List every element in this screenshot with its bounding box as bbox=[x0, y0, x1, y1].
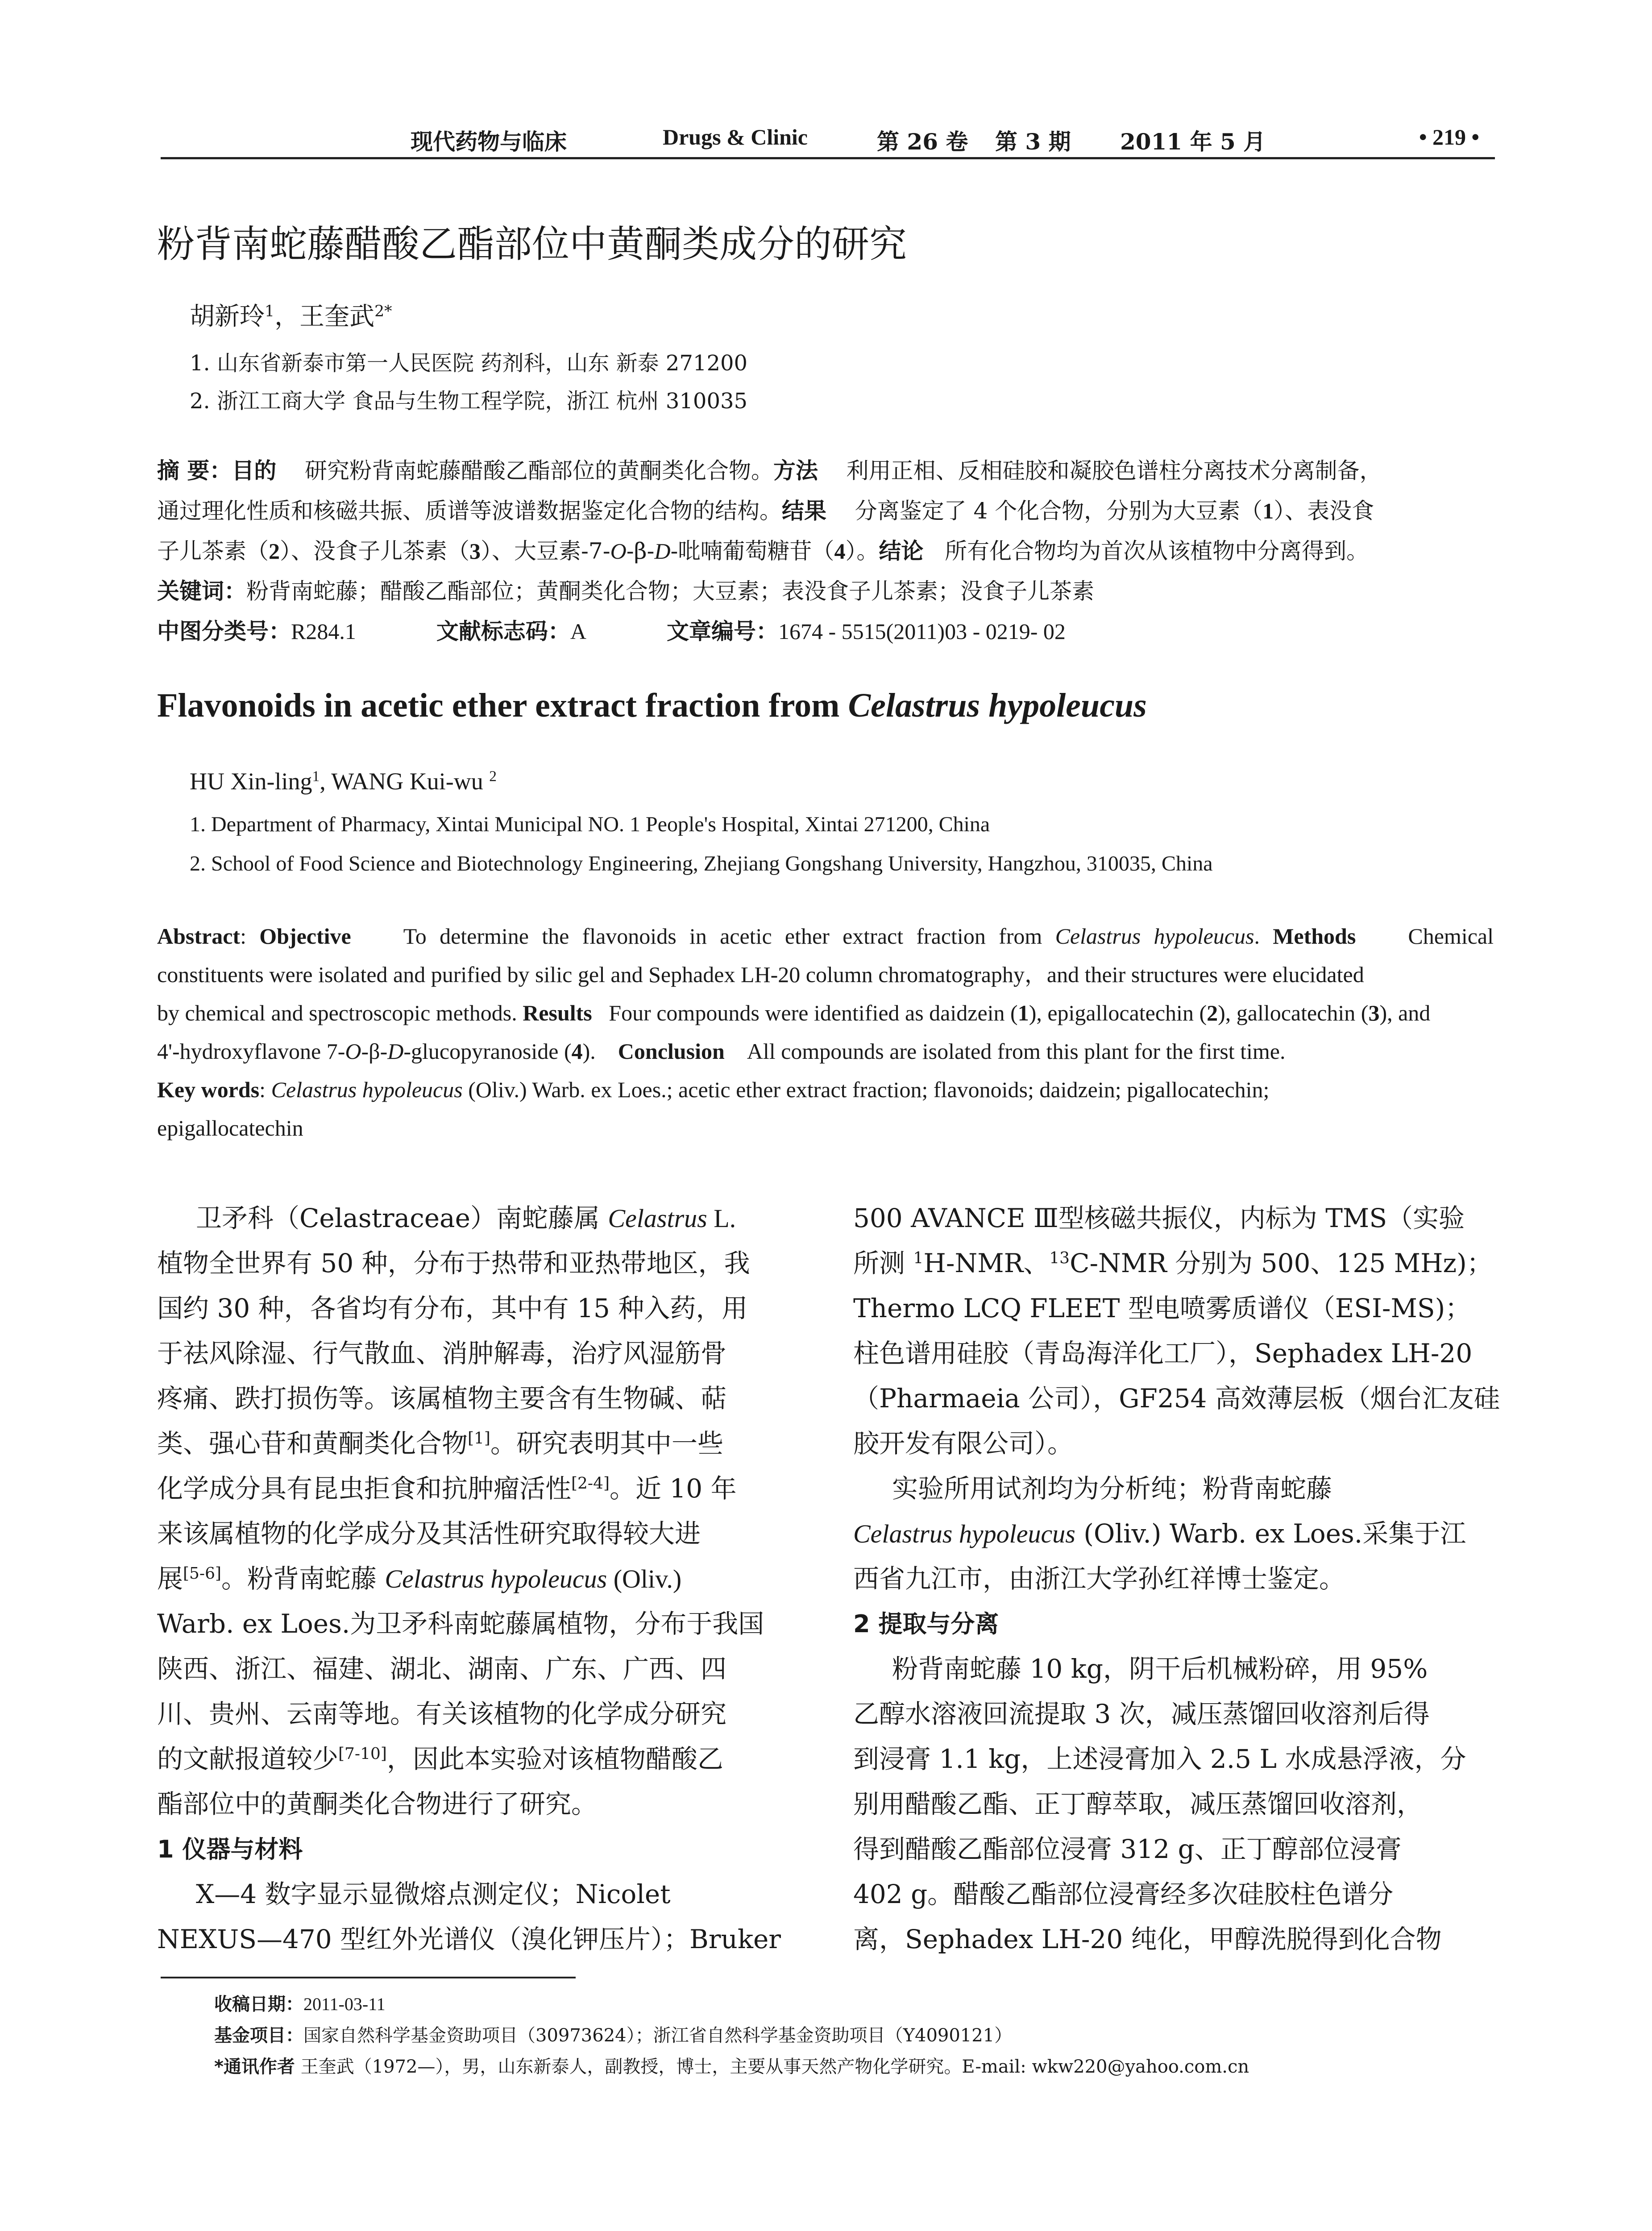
issue-date: 2011 年 5 月 bbox=[1120, 129, 1266, 155]
author-1: 胡新玲 bbox=[190, 302, 265, 331]
body-column-left: 卫矛科（Celastraceae）南蛇藤属 Celastrus L. 植物全世界有 50 种，分布于热带和亚热带地区，我 国约 30 种，各省均有分布，其中有 15 种入药，用 于祛风除湿、行气散血、消肿解毒，治疗风湿筋骨 疼痛、跌打损伤等。该属植物主要含有生物碱、萜 类、强心苷和黄酮类化合物[1]。研究表明其中一些 化学成分具有昆虫拒食和抗肿瘤活性[2-4]。近 10 年 来该属植物的化学成分及其活性研究取得较大进 展[5-6]。粉背南蛇藤 Celastrus hypoleucus (Oliv.) Warb. ex Loes.为卫矛科南蛇藤属植物，分布于我国 陕西、浙江、福建、湖北、湖南、广东、广西、四 川、贵州、云南等地。有关该植物的化学成分研究 的文献报道较少[7-10]，因此本实验对该植物醋酸乙 酯部位中的黄酮类化合物进行了研究。 1 仪器与材料 X—4 数字显示显微熔点测定仪；Nicolet NEXUS—470 型红外光谱仪（溴化钾压片）；Bruker bbox=[157, 1196, 800, 1962]
english-affiliation-1: 1. Department of Pharmacy, Xintai Municipal NO. 1 People's Hospital, Xintai 271200, China bbox=[190, 813, 990, 836]
journal-name-en: Drugs & Clinic bbox=[663, 124, 808, 149]
volume: 第 26 卷 bbox=[877, 129, 968, 155]
english-title: Flavonoids in acetic ether extract fraction from Celastrus hypoleucus bbox=[157, 687, 1147, 724]
journal-name-cn: 现代药物与临床 bbox=[411, 129, 567, 155]
header-rule bbox=[161, 157, 1495, 159]
chinese-abstract: 摘 要：目的 研究粉背南蛇藤醋酸乙酯部位的黄酮类化合物。方法 利用正相、反相硅胶和凝胶色谱柱分离技术分离制备， 通过理化性质和核磁共振、质谱等波谱数据鉴定化合物的结构。结果 分离鉴定了 4 个化合物，分别为大豆素（1）、表没食 子儿茶素（2）、没食子儿茶素（3）、大豆素-7-O-β-D-吡喃葡萄糖苷（4）。结论 所有化合物均为首次从该植物中分离得到。 关键词：粉背南蛇藤；醋酸乙酯部位；黄酮类化合物；大豆素；表没食子儿茶素；没食子儿茶素 中图分类号：R284.1 文献标志码：A 文章编号：1674 - 5515(2011)03 - 0219- 02 bbox=[157, 458, 1382, 644]
chinese-affiliation-1: 1. 山东省新泰市第一人民医院 药剂科，山东 新泰 271200 bbox=[190, 351, 748, 376]
english-abstract: Abstract: Objective To determine the flavonoids in acetic ether extract fraction from Celastrus hypoleucus. Methods Chemical constituents were isolated and purified by silic gel and Sephadex LH-20 column chromatography，and their structures were elucidated by chemical and spectroscopic methods. Results Four compounds were identified as daidzein (1), epigallocatechin (2), gallocatechin (3), and 4'-hydroxyflavone 7-O-β-D-glucopyranoside (4). Conclusion All compounds are isolated from this plant for the first time. Key words: Celastrus hypoleucus (Oliv.) Warb. ex Loes.; acetic ether extract fraction; flavonoids; daidzein; pigallocatechin; epigallocatechin bbox=[157, 924, 1494, 1140]
chinese-title: 粉背南蛇藤醋酸乙酯部位中黄酮类成分的研究 bbox=[157, 222, 907, 266]
english-authors: HU Xin-ling$^1$, WANG Kui-wu $^2$ bbox=[190, 768, 497, 795]
body-column-right: 500 AVANCE Ⅲ型核磁共振仪，内标为 TMS（实验 所测 $^1$H-NMR、$^{13}$C-NMR 分别为 500、125 MHz)； Thermo LCQ FLEET 型电喷雾质谱仪（ESI-MS)； 柱色谱用硅胶（青岛海洋化工厂），Sephadex LH-20 （Pharmaeia 公司），GF254 高效薄层板（烟台汇友硅 胶开发有限公司）。 实验所用试剂均为分析纯；粉背南蛇藤 Celastrus hypoleucus (Oliv.) Warb. ex Loes.采集于江 西省九江市，由浙江大学孙红祥博士鉴定。 2 提取与分离 粉背南蛇藤 10 kg，阴干后机械粉碎，用 95% 乙醇水溶液回流提取 3 次，减压蒸馏回收溶剂后得 到浸膏 1.1 kg，上述浸膏加入 2.5 L 水成悬浮液，分 别用醋酸乙酯、正丁醇萃取，减压蒸馏回收溶剂， 得到醋酸乙酯部位浸膏 312 g、正丁醇部位浸膏 402 g。醋酸乙酯部位浸膏经多次硅胶柱色谱分 离，Sephadex LH-20 纯化，甲醇洗脱得到化合物 bbox=[853, 1203, 1500, 1954]
author-2: 王奎武 bbox=[299, 302, 375, 331]
running-header bbox=[161, 120, 1495, 155]
section-heading-2: 2 提取与分离 bbox=[853, 1610, 999, 1638]
section-heading-1: 1 仪器与材料 bbox=[157, 1835, 303, 1863]
english-affiliation-2: 2. School of Food Science and Biotechnology Engineering, Zhejiang Gongshang University, Hangzhou, 310035, China bbox=[190, 852, 1213, 875]
chinese-affiliation-2: 2. 浙江工商大学 食品与生物工程学院，浙江 杭州 310035 bbox=[190, 389, 748, 414]
page-number: • 219 • bbox=[1419, 124, 1480, 149]
footnote-fund: 基金项目：国家自然科学基金资助项目（30973624）；浙江省自然科学基金资助项目（Y4090121） bbox=[214, 2025, 1013, 2046]
issue: 第 3 期 bbox=[995, 129, 1071, 155]
footnote-rule bbox=[161, 1977, 576, 1978]
footnote-corresponding: *通讯作者 王奎武（1972—），男，山东新泰人，副教授，博士，主要从事天然产物化学研究。E-mail: wkw220@yahoo.com.cn bbox=[214, 2057, 1249, 2077]
chinese-authors: 胡新玲$^1$，王奎武$^{2*}$ bbox=[190, 302, 392, 331]
footnote-received: 收稿日期：2011-03-11 bbox=[214, 1994, 386, 2015]
